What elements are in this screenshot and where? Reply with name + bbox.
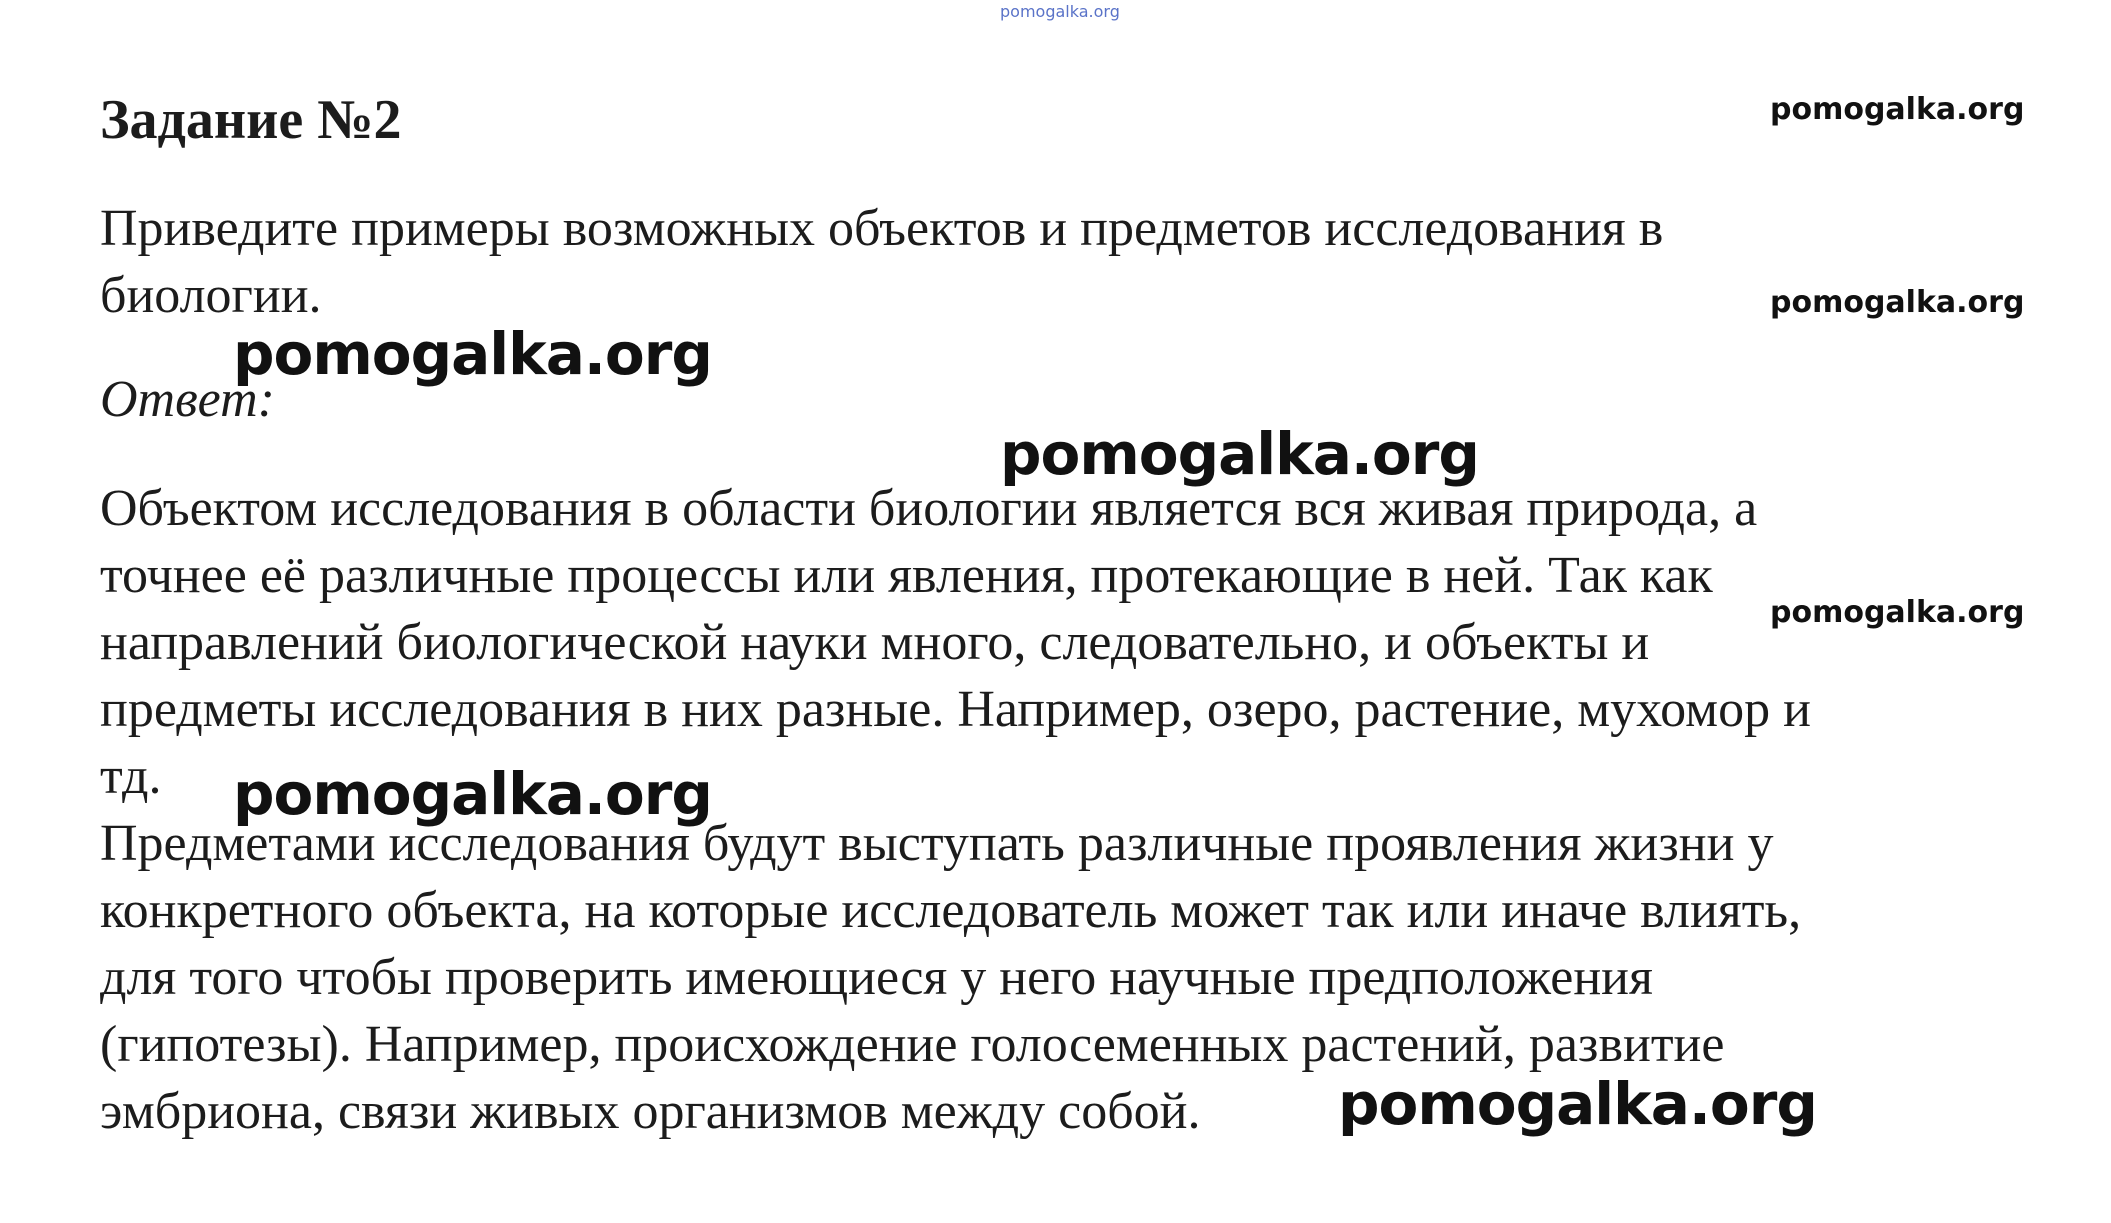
paragraph-line: эмбриона, связи живых организмов между собой. <box>100 1083 1201 1140</box>
question-line: Приведите примеры возможных объектов и предметов исследования в <box>100 200 1664 257</box>
paragraph-line: Объектом исследования в области биологии является вся живая природа, а <box>100 480 1758 537</box>
top-watermark: pomogalka.org <box>1000 2 1120 21</box>
paragraph-line: направлений биологической науки много, следовательно, и объекты и <box>100 614 1650 671</box>
watermark-large-1: pomogalka.org <box>233 320 712 388</box>
paragraph-line: тд. <box>100 748 162 805</box>
watermark-small-3: pomogalka.org <box>1770 595 2025 630</box>
question-text <box>100 195 1663 329</box>
watermark-large-4: pomogalka.org <box>1338 1070 1817 1138</box>
paragraph-line: точнее её различные процессы или явления, протекающие в ней. Так как <box>100 547 1713 604</box>
task-title: Задание №2 <box>100 89 402 151</box>
watermark-small-1: pomogalka.org <box>1770 92 2025 127</box>
paragraph-line: Предметами исследования будут выступать различные проявления жизни у <box>100 815 1774 872</box>
watermark-large-2: pomogalka.org <box>1000 420 1479 488</box>
watermark-small-2: pomogalka.org <box>1770 285 2025 320</box>
question-line: биологии. <box>100 267 322 324</box>
watermark-large-3: pomogalka.org <box>233 760 712 828</box>
paragraph-line: конкретного объекта, на которые исследователь может так или иначе влиять, <box>100 882 1802 939</box>
paragraph-line: предметы исследования в них разные. Например, озеро, растение, мухомор и <box>100 681 1811 738</box>
paragraph-line: (гипотезы). Например, происхождение голосеменных растений, развитие <box>100 1016 1725 1073</box>
answer-label: Ответ: <box>100 371 275 428</box>
paragraph-line: для того чтобы проверить имеющиеся у него научные предположения <box>100 949 1653 1006</box>
